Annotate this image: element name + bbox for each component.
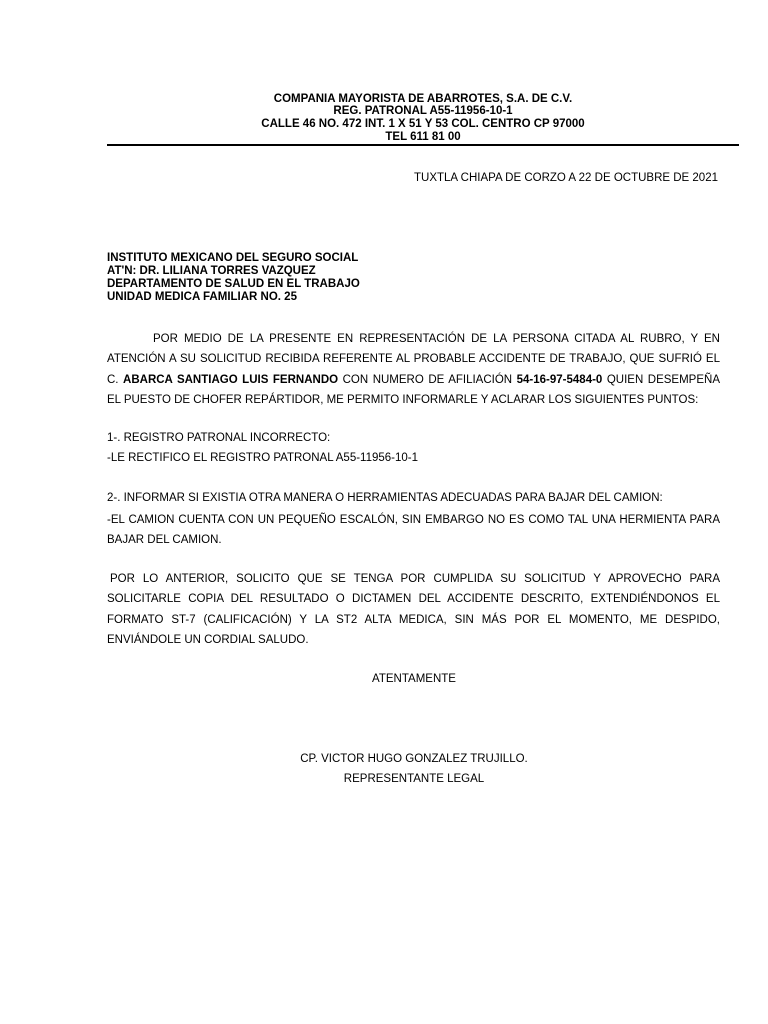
company-name: COMPANIA MAYORISTA DE ABARROTES, S.A. DE C.V. [273,93,573,105]
worker-name: ABARCA SANTIAGO LUIS FERNANDO [123,373,339,386]
paragraph-1-intro: POR MEDIO DE LA PRESENTE EN REPRESENTACIÓN DE LA PERSONA CITADA AL RUBRO, Y EN ATENCIÓN A SU SOLICITUD RECIBIDA REFERENTE AL PROBABLE ACCIDENTE DE TRABAJO, QUE SUFRIÓ EL C. [107,333,720,386]
employer-registration: REG. PATRONAL A55-11956-10-1 [333,105,513,117]
recipient-unit: UNIDAD MEDICA FAMILIAR NO. 25 [107,291,297,303]
point-1-text: -LE RECTIFICO EL REGISTRO PATRONAL A55-11956-10-1 [107,452,419,464]
company-address: CALLE 46 NO. 472 INT. 1 X 51 Y 53 COL. CENTRO CP 97000 [261,118,585,130]
recipient-institution: INSTITUTO MEXICANO DEL SEGURO SOCIAL [107,252,359,264]
paragraph-1-affiliation-label: CON NUMERO DE AFILIACIÓN [342,373,513,386]
company-phone: TEL 611 81 00 [385,131,461,143]
recipient-attention: AT'N: DR. LILIANA TORRES VAZQUEZ [107,265,316,277]
affiliation-number: 54-16-97-5484-0 [516,373,603,386]
final-paragraph: POR LO ANTERIOR, SOLICITO QUE SE TENGA POR CUMPLIDA SU SOLICITUD Y APROVECHO PARA SOLICITARLE COPIA DEL RESULTADO O DICTAMEN DEL ACCIDENTE DESCRITO, EXTENDIÉNDONOS EL FORMATO ST-7 (CALIFICACIÓN) Y LA ST2 ALTA MEDICA, SIN MÁS POR EL MOMENTO, ME DESPIDO, ENVIÁNDOLE UN CORDIAL SALUDO. [107,573,720,647]
signatory-name: CP. VICTOR HUGO GONZALEZ TRUJILLO. [300,753,528,765]
paragraph-1-closing: QUIEN DESEMPEÑA EL PUESTO DE CHOFER REPÁRTIDOR, ME PERMITO INFORMARLE Y ACLARAR LOS SIGUIENTES PUNTOS: [107,373,721,407]
closing-salutation: ATENTAMENTE [372,673,456,685]
signatory-title: REPRESENTANTE LEGAL [343,773,485,785]
date-line: TUXTLA CHIAPA DE CORZO A 22 DE OCTUBRE DE 2021 [414,172,718,184]
recipient-department: DEPARTAMENTO DE SALUD EN EL TRABAJO [107,278,360,290]
point-2-text: -EL CAMION CUENTA CON UN PEQUEÑO ESCALÓN, SIN EMBARGO NO ES COMO TAL UNA HERMIENTA PARA BAJAR DEL CAMION. [107,514,720,547]
point-1-title: 1-. REGISTRO PATRONAL INCORRECTO: [107,432,331,444]
header-divider [107,144,739,146]
point-2-title: 2-. INFORMAR SI EXISTIA OTRA MANERA O HERRAMIENTAS ADECUADAS PARA BAJAR DEL CAMION: [107,492,663,504]
body-paragraph-1 [107,329,720,411]
